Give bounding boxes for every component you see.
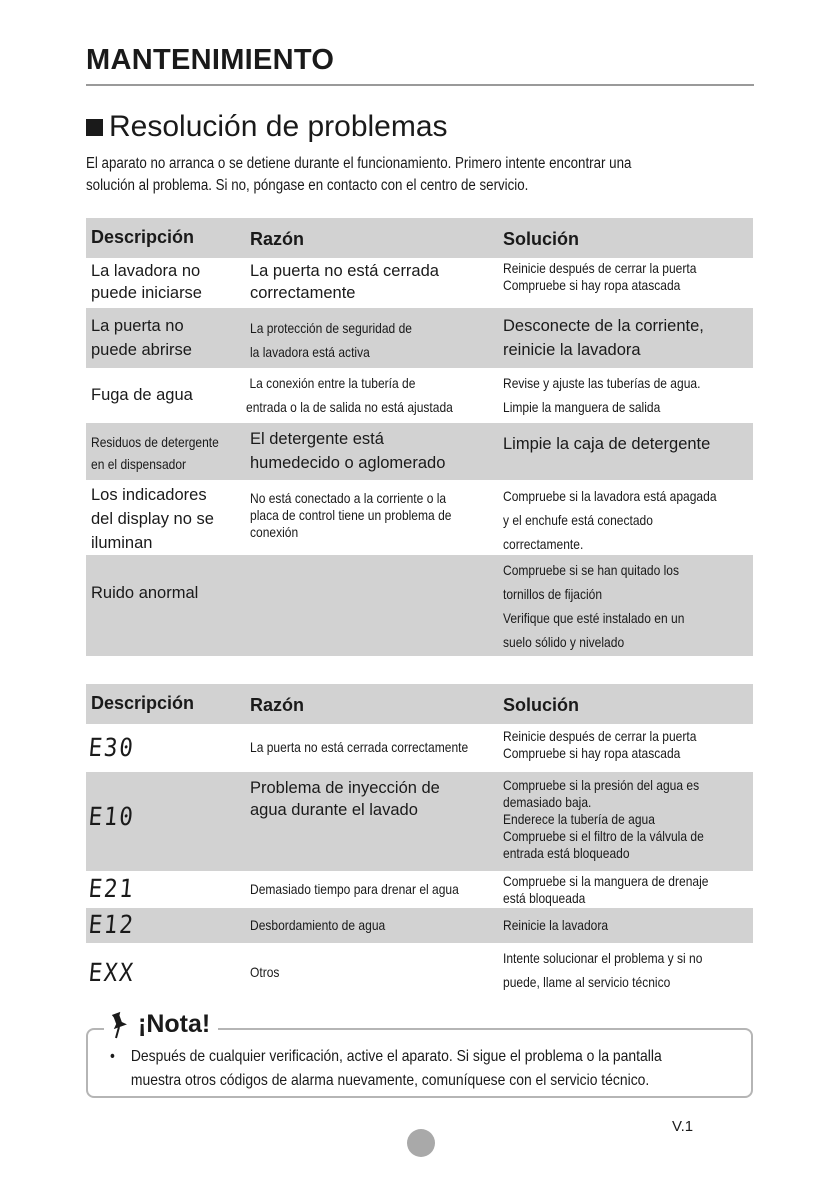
error-code: E10 <box>87 802 137 831</box>
text-line: Compruebe si hay ropa atascada <box>503 277 681 293</box>
text-line: conexión <box>250 524 299 540</box>
row-solution <box>503 728 716 762</box>
text-line: suelo sólido y nivelado <box>503 634 625 650</box>
text-line: y el enchufe está conectado <box>503 512 653 528</box>
error-code: EXX <box>87 958 137 987</box>
text-line: puede, llame al servicio técnico <box>503 974 671 990</box>
text-line: tornillos de fijación <box>503 586 603 602</box>
row-solution <box>503 314 751 362</box>
section-heading <box>86 110 448 144</box>
text-line: La puerta no <box>91 317 184 335</box>
text-line: Verifique que esté instalado en un <box>503 610 685 626</box>
text-line: Compruebe si el filtro de la válvula de <box>503 828 704 844</box>
row-description <box>91 431 222 475</box>
text-line: Reinicie después de cerrar la puerta <box>503 728 697 744</box>
troubleshooting-table <box>86 218 753 656</box>
row-description <box>91 314 243 362</box>
column-header-solution: Solución <box>503 229 579 249</box>
intro-line: El aparato no arranca o se detiene durante el funcionamiento. Primero intente encontrar una <box>86 155 632 172</box>
note-title-text: ¡Nota! <box>138 1010 211 1038</box>
note-line: muestra otros códigos de alarma nuevamente, comuníquese con el servicio técnico. <box>130 1072 650 1089</box>
text-line: Desconecte de la corriente, <box>503 317 704 335</box>
text-line: No está conectado a la corriente o la <box>250 490 447 506</box>
text-line: Compruebe si se han quitado los <box>503 562 680 578</box>
row-reason <box>250 879 465 900</box>
row-description <box>91 483 243 555</box>
row-reason <box>250 427 500 475</box>
text-line: La conexión entre la tubería de <box>249 375 416 391</box>
table-row <box>86 724 753 772</box>
text-line: Compruebe si la presión del agua es <box>503 777 700 793</box>
row-solution <box>503 484 716 556</box>
text-line: agua durante el lavado <box>250 801 418 819</box>
page-number-circle <box>407 1129 435 1157</box>
text-line: Limpie la caja de detergente <box>503 435 711 453</box>
table-row <box>86 480 753 555</box>
section-heading-text: Resolución de problemas <box>109 110 448 143</box>
text-line: Fuga de agua <box>91 386 193 404</box>
table-row <box>86 308 753 368</box>
text-line: Desbordamiento de agua <box>250 917 386 933</box>
error-code: E12 <box>87 910 137 939</box>
title-divider <box>86 84 754 86</box>
text-line: Los indicadores <box>91 486 207 504</box>
error-code: E21 <box>87 874 137 903</box>
text-line: Revise y ajuste las tuberías de agua. <box>503 375 701 391</box>
text-line: Residuos de detergente <box>91 434 219 450</box>
text-line: puede abrirse <box>91 341 192 359</box>
row-reason <box>250 490 465 541</box>
row-reason <box>250 777 500 821</box>
row-solution <box>503 777 716 862</box>
table-header-row <box>86 218 753 258</box>
text-line: correctamente <box>250 284 356 302</box>
note-line: Después de cualquier verificación, active el aparato. Si sigue el problema o la pantalla <box>130 1048 662 1065</box>
column-header-description: Descripción <box>91 693 195 713</box>
text-line: El detergente está <box>250 430 384 448</box>
text-line: reinicie la lavadora <box>503 341 641 359</box>
row-description <box>91 383 243 407</box>
text-line: en el dispensador <box>91 456 187 472</box>
column-header-solution: Solución <box>503 695 579 715</box>
table-row <box>86 943 753 998</box>
table-row <box>86 423 753 480</box>
text-line: Compruebe si la manguera de drenaje <box>503 873 709 889</box>
text-line: entrada está bloqueado <box>503 845 630 861</box>
text-line: Demasiado tiempo para drenar el agua <box>250 881 459 897</box>
text-line: placa de control tiene un problema de <box>250 507 452 523</box>
row-reason <box>250 962 465 983</box>
row-reason <box>250 316 465 364</box>
text-line: la lavadora está activa <box>250 344 370 360</box>
table-row <box>86 368 753 423</box>
text-line: La protección de seguridad de <box>250 320 412 336</box>
error-code-table <box>86 684 753 998</box>
text-line: Problema de inyección de <box>250 779 440 797</box>
intro-paragraph <box>86 153 756 197</box>
note-title <box>104 1010 218 1039</box>
text-line: La lavadora no <box>91 262 201 280</box>
table-header-row <box>86 684 753 724</box>
text-line: La puerta no está cerrada correctamente <box>250 739 469 755</box>
row-reason <box>246 371 453 419</box>
text-line: Otros <box>250 964 280 980</box>
row-solution <box>503 558 716 654</box>
table-row <box>86 555 753 656</box>
row-reason <box>250 915 465 936</box>
text-line: correctamente. <box>503 536 584 552</box>
row-solution <box>503 946 716 994</box>
text-line: Limpie la manguera de salida <box>503 399 661 415</box>
column-header-description: Descripción <box>91 227 195 247</box>
table-row <box>86 772 753 871</box>
table-row <box>86 871 753 908</box>
text-line: está bloqueada <box>503 890 586 906</box>
text-line: Reinicie después de cerrar la puerta <box>503 260 697 276</box>
error-code: E30 <box>87 733 137 762</box>
text-line: La puerta no está cerrada <box>250 262 439 280</box>
table-row <box>86 258 753 308</box>
version-label: V.1 <box>672 1118 694 1135</box>
row-description <box>91 581 243 605</box>
row-reason <box>250 737 469 758</box>
filled-square-icon <box>86 119 103 136</box>
text-line: entrada o la de salida no está ajustada <box>246 399 453 415</box>
text-line: Ruido anormal <box>91 584 199 602</box>
row-solution <box>503 371 716 419</box>
text-line: del display no se <box>91 510 214 528</box>
column-header-reason: Razón <box>250 229 304 249</box>
text-line: iluminan <box>91 534 153 552</box>
text-line: Enderece la tubería de agua <box>503 811 655 827</box>
text-line: puede iniciarse <box>91 284 202 302</box>
table-row <box>86 908 753 943</box>
text-line: Intente solucionar el problema y si no <box>503 950 703 966</box>
text-line: Reinicie la lavadora <box>503 917 609 933</box>
row-description <box>91 260 243 304</box>
text-line: humedecido o aglomerado <box>250 454 446 472</box>
row-solution <box>503 873 716 907</box>
text-line: Compruebe si la lavadora está apagada <box>503 488 717 504</box>
bullet: • <box>110 1048 115 1065</box>
intro-line: solución al problema. Si no, póngase en contacto con el centro de servicio. <box>86 177 529 194</box>
row-solution <box>503 260 716 294</box>
row-reason <box>250 260 500 304</box>
page-title: MANTENIMIENTO <box>86 44 335 76</box>
text-line: demasiado baja. <box>503 794 592 810</box>
pushpin-icon <box>108 1011 130 1039</box>
column-header-reason: Razón <box>250 695 304 715</box>
row-solution <box>503 915 716 936</box>
text-line: Compruebe si hay ropa atascada <box>503 745 681 761</box>
row-solution <box>503 432 751 456</box>
